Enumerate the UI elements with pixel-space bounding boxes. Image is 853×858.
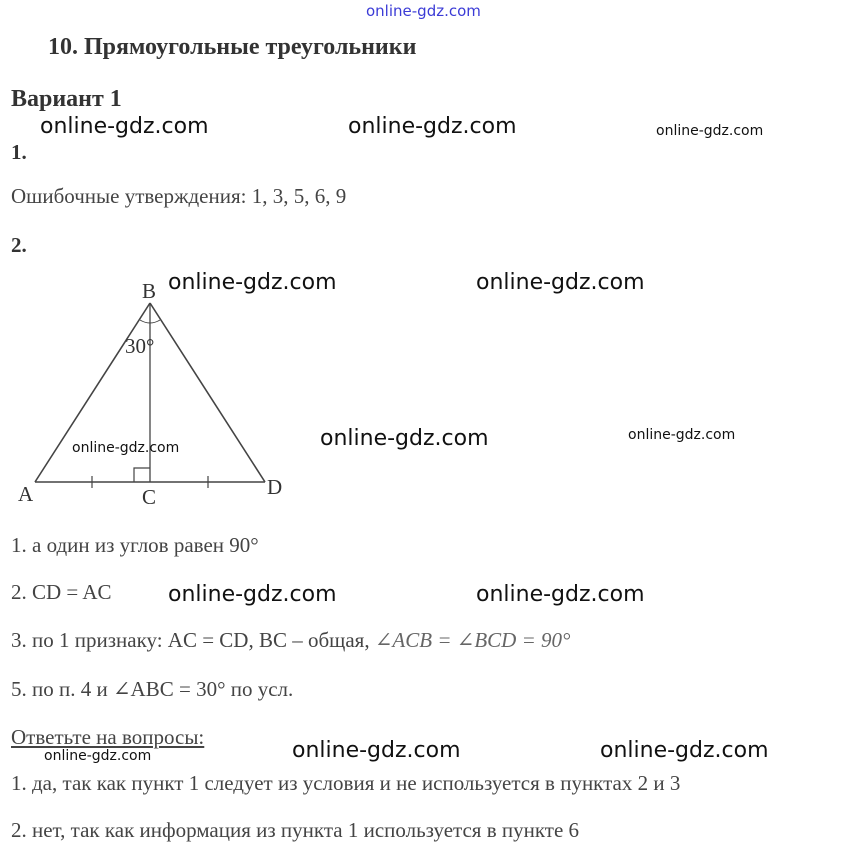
top-watermark: online-gdz.com <box>366 2 481 20</box>
step-2 <box>11 580 112 605</box>
step-1-number: 1. <box>11 533 27 557</box>
step-3-number: 3. <box>11 628 27 652</box>
task2-number: 2. <box>11 233 27 257</box>
label-a: A <box>18 482 34 506</box>
watermark: online-gdz.com <box>476 582 645 607</box>
watermark: online-gdz.com <box>168 270 337 295</box>
task1-answer: Ошибочные утверждения: 1, 3, 5, 6, 9 <box>11 184 347 208</box>
step-2-text: CD = AC <box>32 580 112 604</box>
step-1 <box>11 533 259 558</box>
watermark: online-gdz.com <box>600 738 769 763</box>
watermark: online-gdz.com <box>168 582 337 607</box>
page-title: 10. Прямоугольные треугольники <box>48 34 417 60</box>
watermark: online-gdz.com <box>348 114 517 139</box>
step-3-text: по 1 признаку: AC = CD, BC – общая, <box>32 628 370 652</box>
watermark: online-gdz.com <box>628 427 736 443</box>
right-angle-mark <box>134 468 150 482</box>
label-c: C <box>142 485 157 509</box>
watermark: online-gdz.com <box>656 123 764 139</box>
watermark: online-gdz.com <box>476 270 645 295</box>
label-d: D <box>267 475 283 499</box>
label-b: B <box>142 279 157 303</box>
watermark: online-gdz.com <box>44 748 152 764</box>
watermark: online-gdz.com <box>72 440 180 456</box>
questions-heading: Ответьте на вопросы: <box>11 725 205 749</box>
variant-heading: Вариант 1 <box>11 86 122 112</box>
triangle-figure <box>0 270 320 515</box>
answer-2: 2. нет, так как информация из пункта 1 используется в пункте 6 <box>11 818 580 842</box>
task1-number: 1. <box>11 140 27 164</box>
watermark: online-gdz.com <box>40 114 209 139</box>
step-3-formula: ∠ACB = ∠BCD = 90° <box>374 628 571 652</box>
step-2-number: 2. <box>11 580 27 604</box>
watermark: online-gdz.com <box>320 426 489 451</box>
step-1-text: а один из углов равен 90° <box>32 533 259 557</box>
step-5-text: по п. 4 и ∠ABC = 30° по усл. <box>32 677 294 701</box>
step-3 <box>11 628 570 653</box>
watermark: online-gdz.com <box>292 738 461 763</box>
angle-label: 30° <box>125 334 155 358</box>
step-5-number: 5. <box>11 677 27 701</box>
answer-1: 1. да, так как пункт 1 следует из условия и не используется в пунктах 2 и 3 <box>11 771 681 795</box>
step-5 <box>11 677 293 702</box>
